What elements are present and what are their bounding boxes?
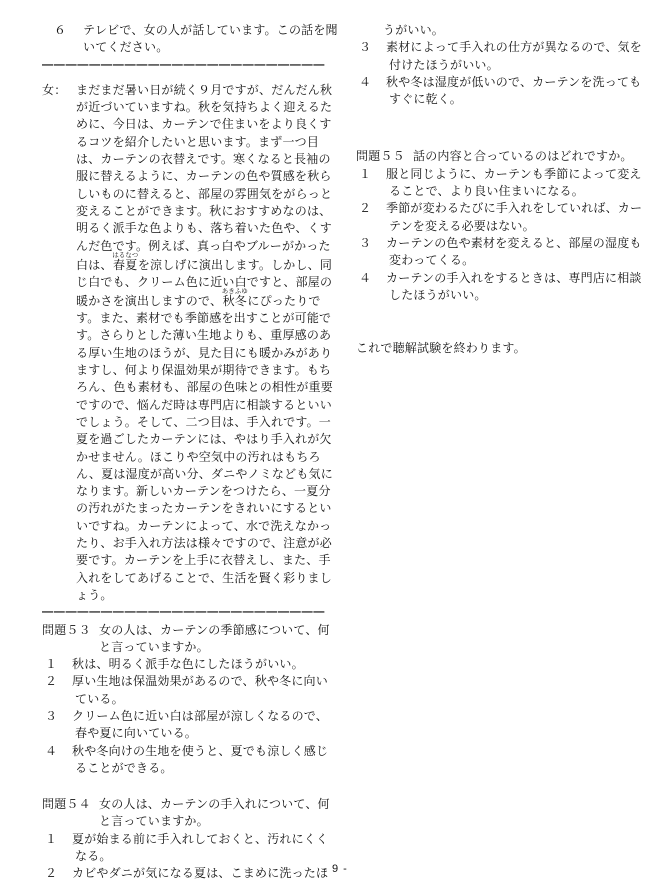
speaker-label: 女： (42, 82, 67, 97)
ruby-base: 春夏 (112, 257, 139, 272)
monologue-text-2: を涼しげに演出します。しかし、同じ白でも、クリーム色に近い白ですと、部屋の暖かさを演出しますので、 (76, 257, 333, 308)
q54-option-4 (359, 74, 650, 109)
option-number: ２ (45, 866, 58, 881)
option-text: カビやダニが気になる夏は、こまめに洗ったほ (72, 866, 329, 881)
q55-option-3 (359, 235, 650, 270)
page-number: - 9 - (323, 863, 348, 875)
question-55-heading (356, 148, 650, 165)
left-column (42, 22, 338, 883)
option-text: 秋や冬は湿度が低いので、カーテンを洗ってもすぐに乾く。 (386, 74, 642, 107)
ruby-reading: はるなつ (112, 251, 139, 259)
dashed-separator: ———————————————————————— (42, 58, 326, 71)
ruby-reading: あきふゆ (221, 287, 248, 295)
q53-option-4 (45, 743, 338, 778)
speaker-monologue (42, 82, 338, 604)
item-number: ６ (54, 23, 67, 37)
question-53-block (42, 622, 338, 778)
question-text: 女の人は、カーテンの手入れについて、何と言っていますか。 (99, 797, 330, 829)
option-text: 服と同じように、カーテンも季節によって変えることで、より良い住まいになる。 (386, 166, 642, 199)
option-number: ３ (45, 708, 58, 723)
option-number: ４ (359, 270, 372, 285)
q53-option-1 (45, 656, 338, 673)
option-number: １ (45, 831, 58, 846)
q54-option-1 (45, 831, 338, 866)
option-text: 夏が始まる前に手入れしておくと、汚れにくくなる。 (72, 831, 329, 864)
option-number: ４ (45, 743, 58, 758)
question-53-heading (42, 622, 338, 657)
question-6-intro (42, 22, 338, 57)
question-label: 問題５５ (356, 149, 405, 164)
question-text: 女の人は、カーテンの季節感について、何と言っていますか。 (99, 622, 330, 654)
q54-option-3 (359, 39, 650, 74)
question-55-block (356, 148, 650, 304)
monologue-text-1: まだまだ暑い日が続く９月ですが、だんだん秋が近づいていますね。秋を気持ちよく迎えるために、今日は、カーテンで住まいをより良くするコツを紹介したいと思います。まず一つ目は、カーテンの衣替えです。寒くなると長袖の服に替えるように、カーテンの色や質感を秋らしいものに替えると、部屋の雰囲気をがらっと変えることができます。秋におすすめなのは、明るく派手な色よりも、落ち着いた色や、くすんだ色です。例えば、真っ白やブルーがかった白は、 (76, 82, 333, 272)
dashed-separator: ———————————————————————— (42, 606, 326, 619)
option-text: 厚い生地は保温効果があるので、秋や冬に向いている。 (72, 674, 328, 706)
question-label: 問題５３ (42, 622, 91, 637)
option-text: カーテンの手入れをするときは、専門店に相談したほうがいい。 (386, 270, 642, 302)
q55-option-1 (359, 166, 650, 201)
question-54-heading (42, 796, 338, 831)
ruby-harunatsu (112, 251, 139, 272)
option-number: ２ (45, 674, 58, 689)
option-number: ３ (359, 235, 372, 250)
right-column (356, 22, 650, 357)
option-number: １ (359, 166, 372, 181)
option-number: １ (45, 657, 58, 672)
q53-option-2 (45, 673, 338, 708)
option-text: 季節が変わるたびに手入れをしていれば、カーテンを変える必要はない。 (386, 201, 643, 233)
q55-option-4 (359, 270, 650, 305)
option-text: 秋や冬向けの生地を使うと、夏でも涼しく感じることができる。 (72, 743, 329, 775)
option-text: 秋は、明るく派手な色にしたほうがいい。 (72, 657, 304, 672)
q54-option-2-continuation: うがいい。 (383, 23, 445, 37)
monologue-text-3: にぴったりです。また、素材でも季節感を出すことが可能です。さらりとした薄い生地よりも、重厚感のある厚い生地のほうが、見た目にも暖かみがありますし、何より保温効果が期待できます。もちろん、色も素材も、部屋の色味との相性が重要ですので、悩んだ時は専門店に相談するといいでしょう。そして、二つ目は、手入れです。一夏を過ごしたカーテンには、やはり手入れが欠かせません。ほこりや空気中の汚れはもちろん、夏は湿度が高い分、ダニやノミなども気になります。新しいカーテンをつけたら、一夏分の汚れがたまったカーテンをきれいにするといいですね。カーテンによって、水で洗えなかったり、お手入れ方法は様々ですので、注意が必要です。カーテンを上手に衣替えし、また、手入れをしてあげることで、生活を賢く彩りましょう。 (76, 293, 333, 602)
item-text: テレビで、女の人が話しています。この話を聞いてください。 (83, 23, 338, 55)
question-text: 話の内容と合っているのはどれですか。 (413, 149, 633, 164)
question-label: 問題５４ (42, 797, 91, 812)
q53-option-3 (45, 708, 338, 743)
closing-statement: これで聴解試験を終わります。 (356, 341, 526, 356)
option-text: クリーム色に近い白は部屋が涼しくなるので、春や夏に向いている。 (72, 708, 328, 741)
option-number: ３ (359, 40, 372, 55)
ruby-base: 秋冬 (221, 293, 248, 308)
option-number: ２ (359, 201, 372, 216)
q55-option-2 (359, 200, 650, 235)
ruby-akifuyu (221, 287, 248, 308)
option-number: ４ (359, 74, 372, 89)
option-text: 素材によって手入れの仕方が異なるので、気を付けたほうがいい。 (386, 40, 642, 72)
option-text: カーテンの色や素材を変えると、部屋の湿度も変わってくる。 (386, 235, 642, 268)
